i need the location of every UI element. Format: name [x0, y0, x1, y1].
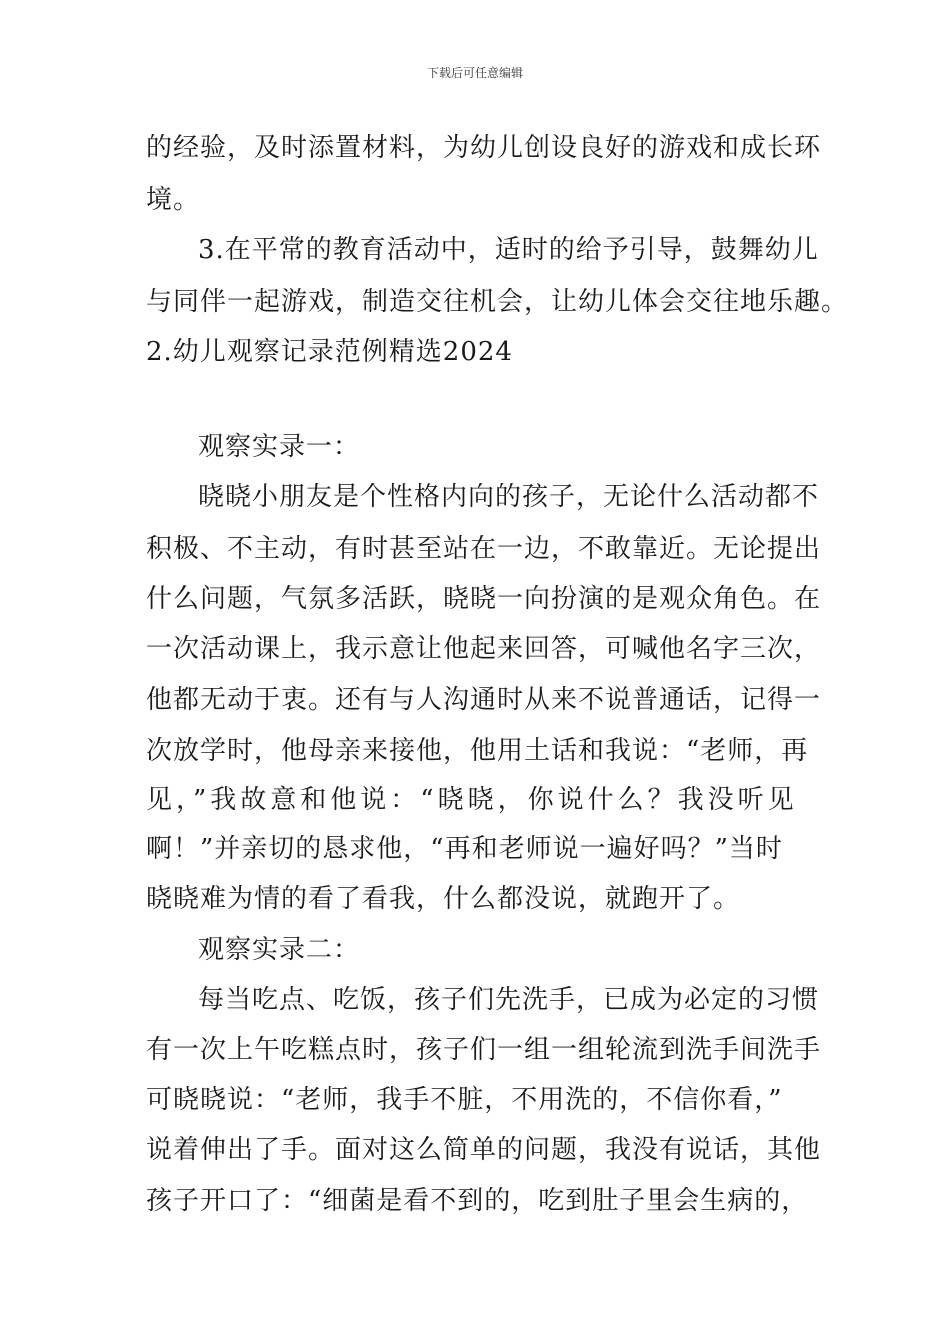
text-line: 啊！”并亲切的恳求他，“再和老师说一遍好吗？”当时: [146, 834, 783, 864]
text-line: 可晓晓说：“老师，我手不脏，不用洗的，不信你看，”: [146, 1085, 783, 1115]
text-line: 积极、不主动，有时甚至站在一边，不敢靠近。无论提出: [146, 534, 822, 564]
text-line: 的经验，及时添置材料，为幼儿创设良好的游戏和成长环: [146, 133, 822, 163]
text-line: 境。: [146, 185, 201, 215]
text-line: 与同伴一起游戏，制造交往机会，让幼儿体会交往地乐趣。: [146, 287, 849, 317]
text-line: 一次活动课上，我示意让他起来回答，可喊他名字三次，: [146, 634, 822, 664]
text-line: 每当吃点、吃饭，孩子们先洗手，已成为必定的习惯: [198, 985, 820, 1015]
text-line: 孩子开口了：“细菌是看不到的，吃到肚子里会生病的，: [146, 1186, 809, 1216]
subheading: 观察实录一：: [198, 432, 361, 462]
text-line: 有一次上午吃糕点时，孩子们一组一组轮流到洗手间洗手: [146, 1035, 822, 1065]
text-line: 什么问题，气氛多活跃，晓晓一向扮演的是观众角色。在: [146, 584, 822, 614]
text-line: 3.在平常的教育活动中，适时的给予引导，鼓舞幼儿: [198, 235, 819, 265]
section-heading: 2.幼儿观察记录范例精选2024: [146, 337, 513, 367]
text-line: 晓晓小朋友是个性格内向的孩子，无论什么活动都不: [198, 482, 820, 512]
text-line: 他都无动于衷。还有与人沟通时从来不说普通话，记得一: [146, 685, 822, 715]
header-note: 下载后可任意编辑: [426, 66, 523, 80]
text-line: 次放学时，他母亲来接他，他用土话和我说：“老师，再: [146, 736, 809, 766]
subheading: 观察实录二：: [198, 935, 361, 965]
text-line: 说着伸出了手。面对这么简单的问题，我没有说话，其他: [146, 1135, 822, 1165]
text-line: 见，”我故意和他说：“晓晓，你说什么？我没听见: [146, 785, 798, 815]
text-line: 晓晓难为情的看了看我，什么都没说，就跑开了。: [146, 884, 741, 914]
